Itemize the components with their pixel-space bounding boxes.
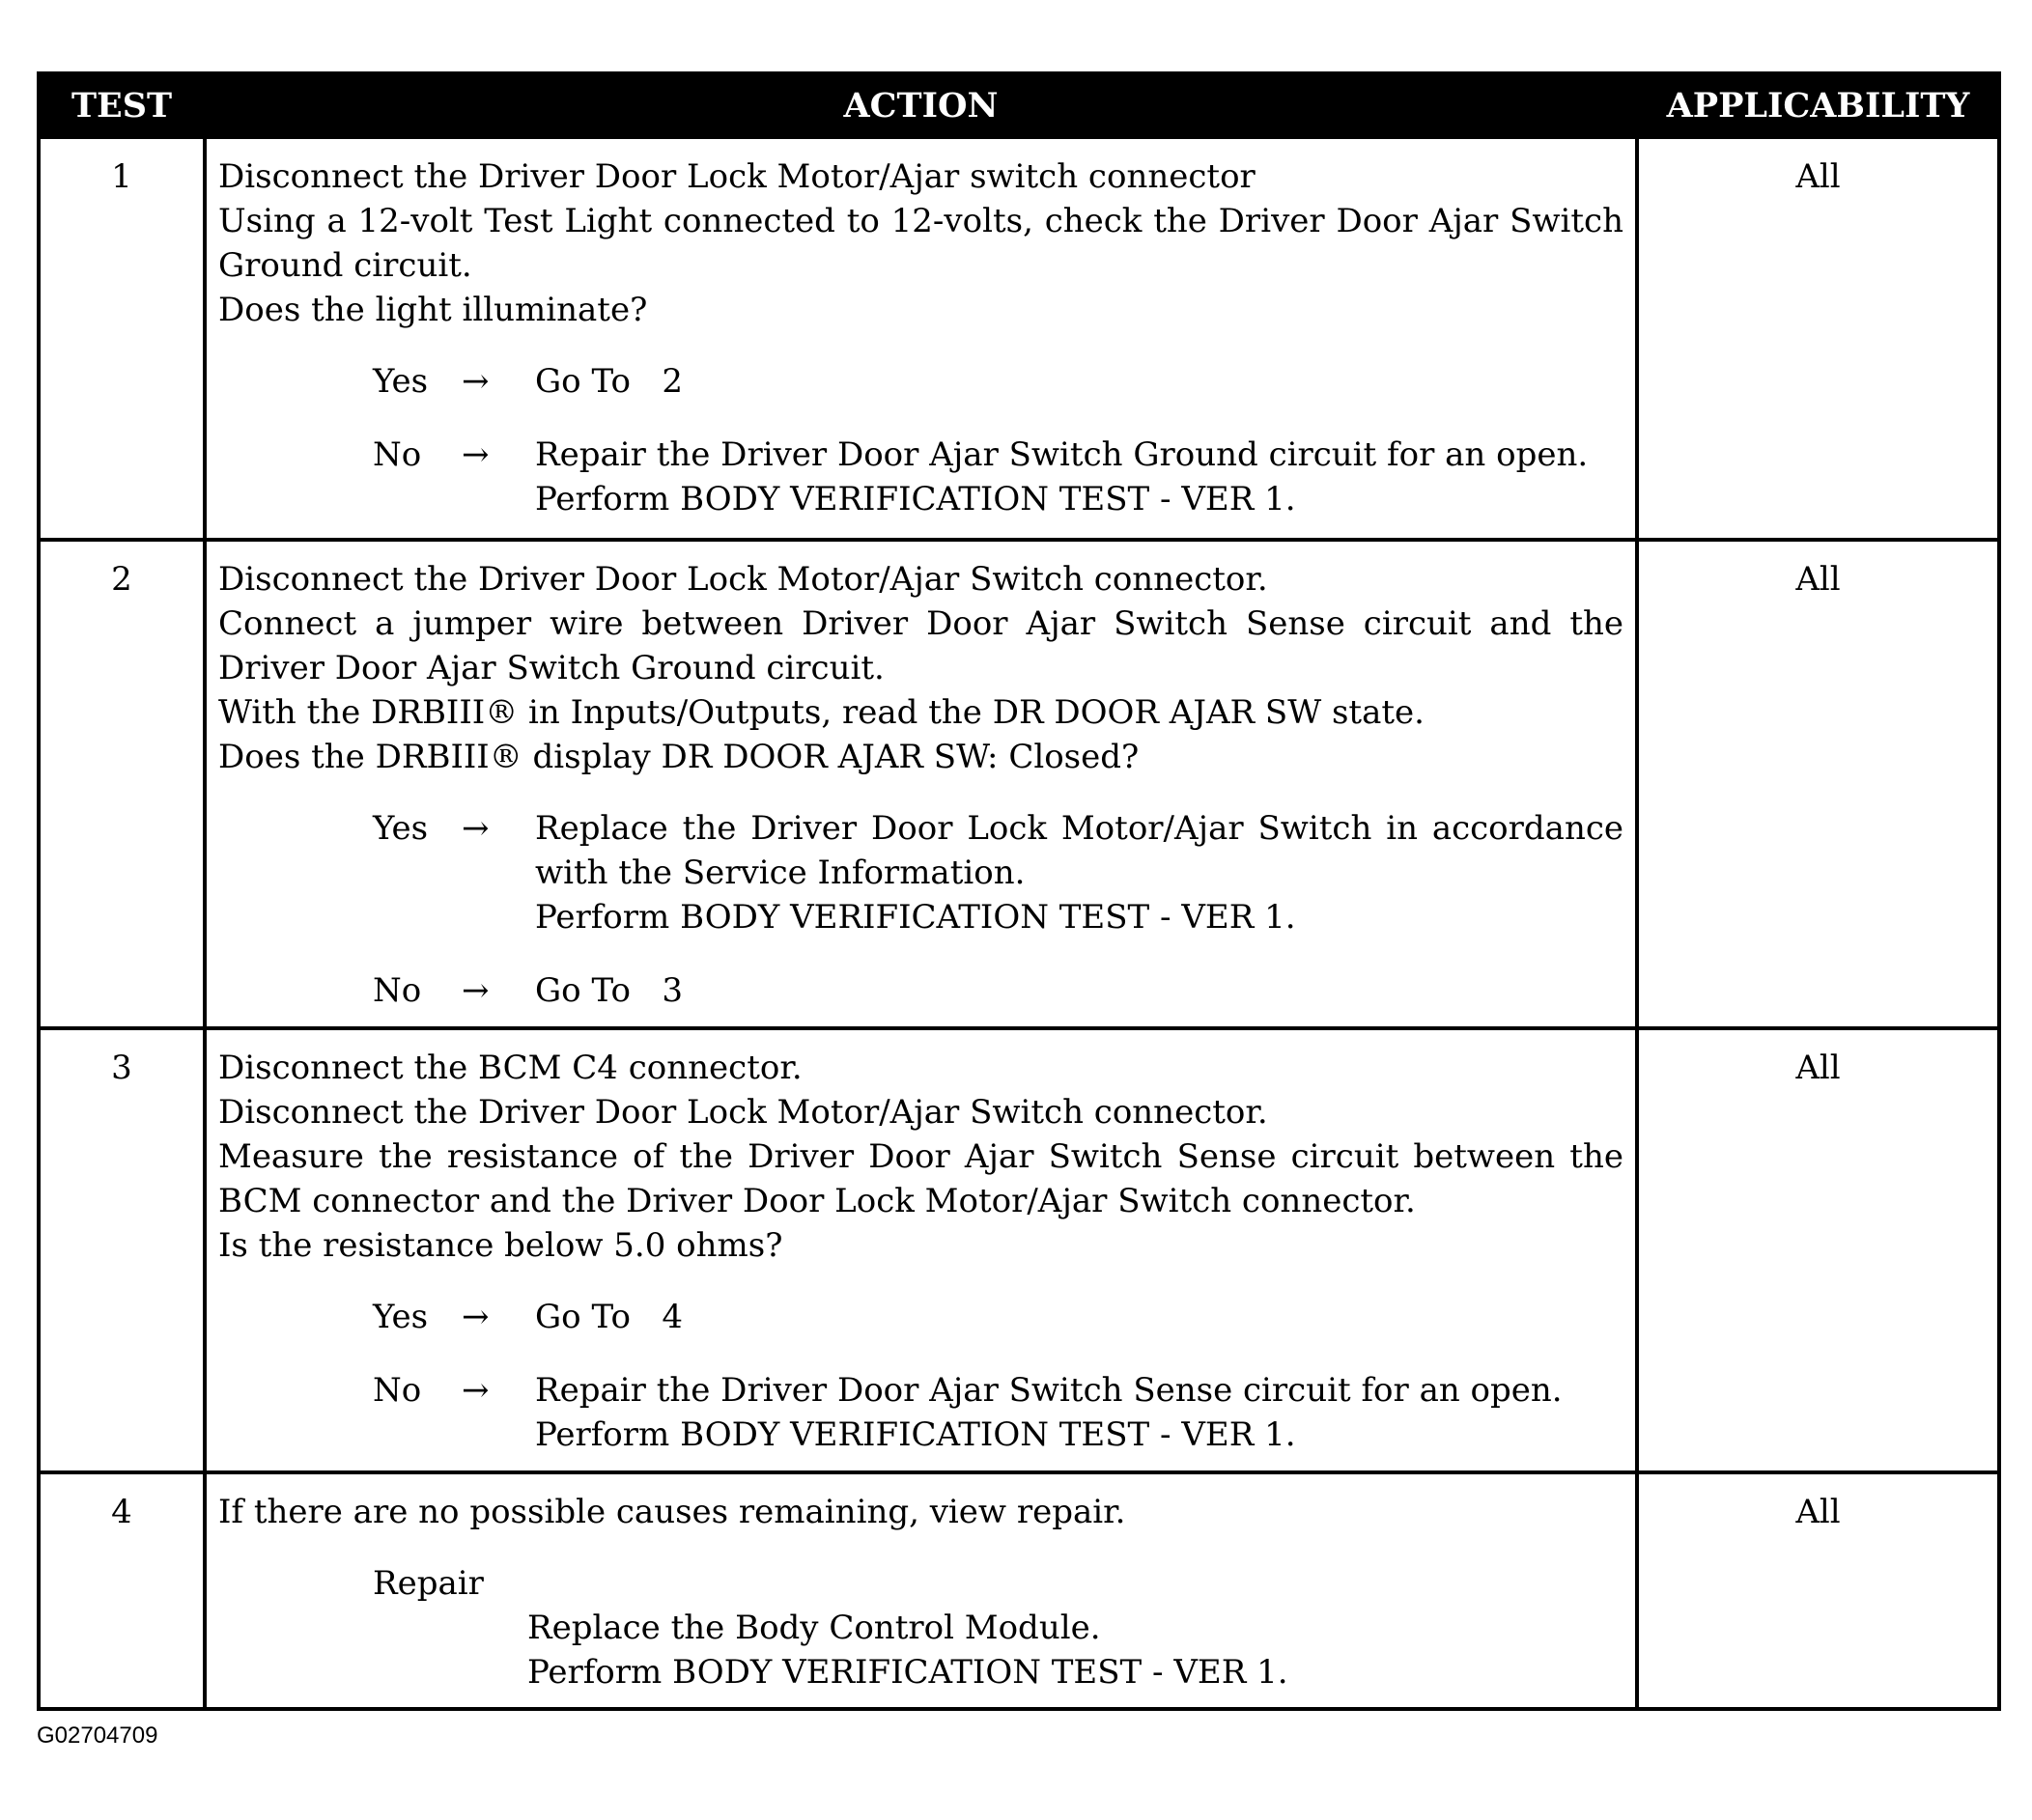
- action-line: Disconnect the Driver Door Lock Motor/Ajar Switch connector.: [218, 560, 1268, 599]
- table-row: [39, 137, 1999, 540]
- yes-result: [535, 806, 1623, 939]
- arrow-icon: →: [462, 362, 490, 401]
- test-number: 2: [39, 540, 205, 1028]
- action-line: Disconnect the Driver Door Lock Motor/Ajar Switch connector.: [218, 1093, 1268, 1132]
- action-cell: [205, 1472, 1637, 1709]
- no-response: [218, 433, 1623, 521]
- action-cell: [205, 137, 1637, 540]
- result-line: Perform BODY VERIFICATION TEST - VER 1.: [535, 898, 1296, 937]
- figure-id: G02704709: [37, 1722, 158, 1749]
- applicability-cell: All: [1637, 1028, 1999, 1472]
- no-response: [218, 1368, 1623, 1457]
- no-result: [535, 433, 1623, 521]
- result-line: Replace the Driver Door Lock Motor/Ajar Switch in accordance with the Service Information.: [535, 809, 1623, 892]
- arrow-icon: →: [462, 809, 490, 848]
- action-line: Does the DRBIII® display DR DOOR AJAR SW: Closed?: [218, 738, 1140, 776]
- yes-response: [218, 806, 1623, 939]
- no-label: No: [373, 971, 422, 1010]
- no-result: [535, 968, 1623, 1013]
- no-response: [218, 968, 1623, 1013]
- table-row: [39, 540, 1999, 1028]
- test-number: 3: [39, 1028, 205, 1472]
- result-line: Repair the Driver Door Ajar Switch Sense circuit for an open.: [535, 1371, 1563, 1410]
- action-line: If there are no possible causes remaining, view repair.: [218, 1493, 1126, 1531]
- yes-label: Yes: [373, 1298, 429, 1336]
- arrow-icon: →: [462, 1371, 490, 1410]
- header-test: TEST: [39, 73, 205, 137]
- yes-response: [218, 359, 1623, 404]
- result-line: Replace the Body Control Module.: [527, 1609, 1101, 1647]
- result-line: Go To 4: [535, 1298, 683, 1336]
- result-line: Go To 2: [535, 362, 683, 401]
- result-line: Perform BODY VERIFICATION TEST - VER 1.: [527, 1653, 1288, 1692]
- header-action: ACTION: [205, 73, 1637, 137]
- yes-result: [535, 359, 1623, 404]
- yes-response: [218, 1295, 1623, 1339]
- repair-label: Repair: [373, 1564, 484, 1603]
- repair-result: [218, 1606, 1623, 1694]
- applicability-cell: All: [1637, 137, 1999, 540]
- table-row: [39, 1472, 1999, 1709]
- arrow-icon: →: [462, 1298, 490, 1336]
- no-label: No: [373, 1371, 422, 1410]
- test-number: 4: [39, 1472, 205, 1709]
- test-table: [37, 71, 2001, 1711]
- action-cell: [205, 1028, 1637, 1472]
- action-line: Using a 12-volt Test Light connected to 12-volts, check the Driver Door Ajar Switch Ground circuit.: [218, 202, 1623, 285]
- table-row: [39, 1028, 1999, 1472]
- header-row: [39, 73, 1999, 137]
- result-line: Perform BODY VERIFICATION TEST - VER 1.: [535, 1415, 1296, 1454]
- test-number: 1: [39, 137, 205, 540]
- arrow-icon: →: [462, 435, 490, 474]
- action-line: Measure the resistance of the Driver Door Ajar Switch Sense circuit between the BCM connector and the Driver Door Lock Motor/Ajar Switch connector.: [218, 1137, 1623, 1220]
- result-line: Go To 3: [535, 971, 683, 1010]
- applicability-cell: All: [1637, 540, 1999, 1028]
- no-label: No: [373, 435, 422, 474]
- action-line: Is the resistance below 5.0 ohms?: [218, 1226, 783, 1265]
- action-line: Disconnect the BCM C4 connector.: [218, 1049, 803, 1087]
- yes-label: Yes: [373, 809, 429, 848]
- no-result: [535, 1368, 1623, 1457]
- action-line: Does the light illuminate?: [218, 291, 648, 329]
- applicability-cell: All: [1637, 1472, 1999, 1709]
- action-line: Connect a jumper wire between Driver Door Ajar Switch Sense circuit and the Driver Door Ajar Switch Ground circuit.: [218, 604, 1623, 687]
- action-line: Disconnect the Driver Door Lock Motor/Ajar switch connector: [218, 157, 1256, 196]
- action-line: With the DRBIII® in Inputs/Outputs, read the DR DOOR AJAR SW state.: [218, 693, 1425, 732]
- yes-label: Yes: [373, 362, 429, 401]
- header-applicability: APPLICABILITY: [1637, 73, 1999, 137]
- arrow-icon: →: [462, 971, 490, 1010]
- result-line: Repair the Driver Door Ajar Switch Ground circuit for an open.: [535, 435, 1589, 474]
- result-line: Perform BODY VERIFICATION TEST - VER 1.: [535, 480, 1296, 518]
- action-cell: [205, 540, 1637, 1028]
- yes-result: [535, 1295, 1623, 1339]
